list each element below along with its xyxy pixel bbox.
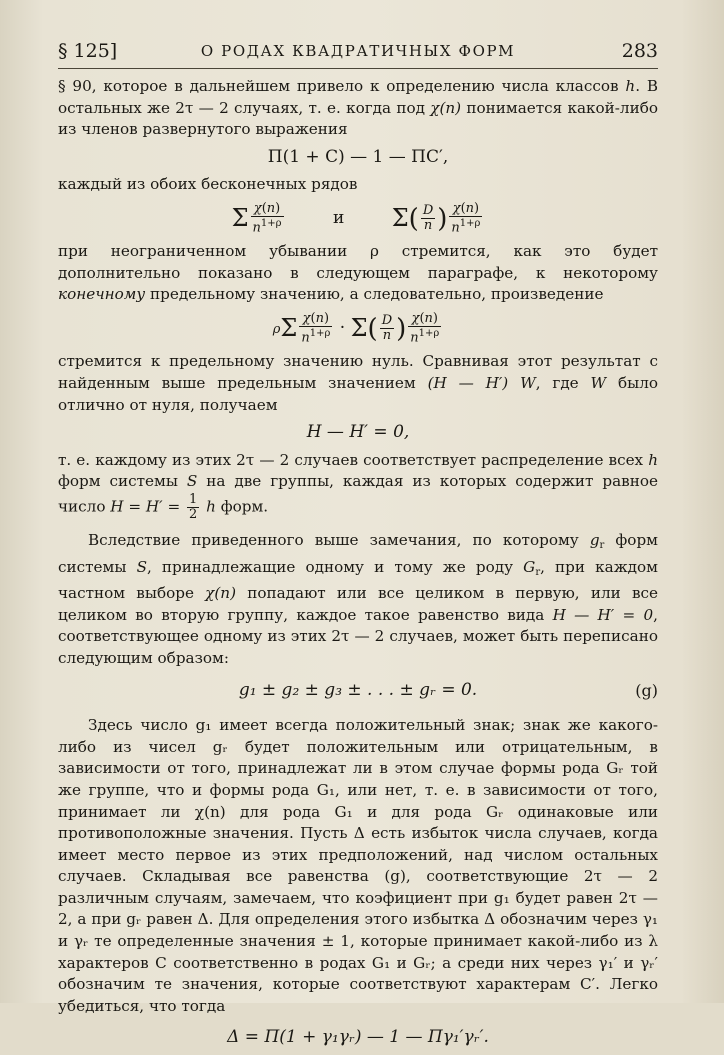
equation-product: Π(1 + C) — 1 — ΠC′, <box>267 146 449 167</box>
page-number: 283 <box>621 40 658 62</box>
equation-two-series: Σ $\frac{\chi(n)}{n^{1+\rho}}$ и Σ( $\frac{D}{n}$ ) $\frac{\chi(n)}{n^{1+\rho}}$ <box>231 200 481 236</box>
header-rule <box>58 68 658 69</box>
section-number: § 125] <box>58 40 118 62</box>
paragraph-3: при неограниченном убывании ρ стремится, как это будет дополнительно показано в следующем параграфе, к некоторому конечному предельному значению, а следовательно, произведение <box>58 242 658 304</box>
paragraph-7: Здесь число g₁ имеет всегда положительный знак; знак же какого-либо из чисел gᵣ будет положительным или отрицательным, в зависимости от того, принадлежат ли в этом случае формы рода Gᵣ той же группе, что и формы рода G₁, или нет, т. е. в зависимости от того, принимает ли χ(n) для рода G₁ и для рода Gᵣ одинаковые или противоположные значения. Пусть Δ есть избыток числа случаев, когда имеет место первое из этих предположений, над числом остальных случаев. Складывая все равенства (g), соответствующие 2τ — 2 различным случаям, замечаем, что коэфициент при g₁ будет равен 2τ — 2, а при gᵣ равен Δ. Для определения этого избытка Δ обозначим через γ₁ и γᵣ те определенные значения ± 1, которые принимает какой-либо из λ характеров C соответственно в родах G₁ и Gᵣ; а среди них через γ₁′ и γᵣ′ обозначим те значения, которые соответствуют характерам C′. Легко убедиться, что тогда <box>58 716 658 1015</box>
paragraph-4: стремится к предельному значению нуль. Сравнивая этот результат с найденным выше предельным значением (H — H′) W, где W было отлично от нуля, получаем <box>58 352 658 414</box>
paragraph-1: § 90, которое в дальнейшем привело к определению числа классов h. В остальных же 2τ — 2 случаях, т. е. когда под χ(n) понимается какой-либо из членов развернутого выражения <box>58 77 658 139</box>
paragraph-6: Вследствие приведенного выше замечания, по которому $g_r$ форм системы S, принадлежащие одному и тому же роду $G_r$, при каждом частном выборе χ(n) попадают или все целиком в первую, или все целиком во вторую группу, каждое такое равенство вида H — H′ = 0, соответствующее одному из этих 2τ — 2 случаев, может быть переписано следующим образом: <box>58 530 658 667</box>
equation-delta: Δ = Π(1 + γ₁γᵣ) — 1 — Πγ₁′γᵣ′. <box>227 1027 489 1048</box>
running-title: О РОДАХ КВАДРАТИЧНЫХ ФОРМ <box>200 42 516 60</box>
equation-g <box>58 680 658 702</box>
paragraph-2: каждый из обоих бесконечных рядов <box>58 175 358 194</box>
running-header <box>58 40 658 66</box>
page-body <box>58 76 658 1055</box>
paragraph-5: т. е. каждому из этих 2τ — 2 случаев соответствует распределение всех h форм системы S на две группы, каждая из которых содержит равное число H = H′ = $\frac{1}{2}$ h форм. <box>58 450 658 522</box>
and-word: и <box>332 208 345 229</box>
equation-g-body: g₁ ± g₂ ± g₃ ± . . . ± gᵣ = 0. <box>238 679 478 700</box>
equation-product-of-series: ρΣ $\frac{\chi(n)}{n^{1+\rho}}$ · Σ( $\frac{D}{n}$ ) $\frac{\chi(n)}{n^{1+\rho}}$ <box>272 311 440 346</box>
equation-h-difference: H — H′ = 0, <box>306 422 410 443</box>
equation-g-tag: (g) <box>635 680 658 700</box>
